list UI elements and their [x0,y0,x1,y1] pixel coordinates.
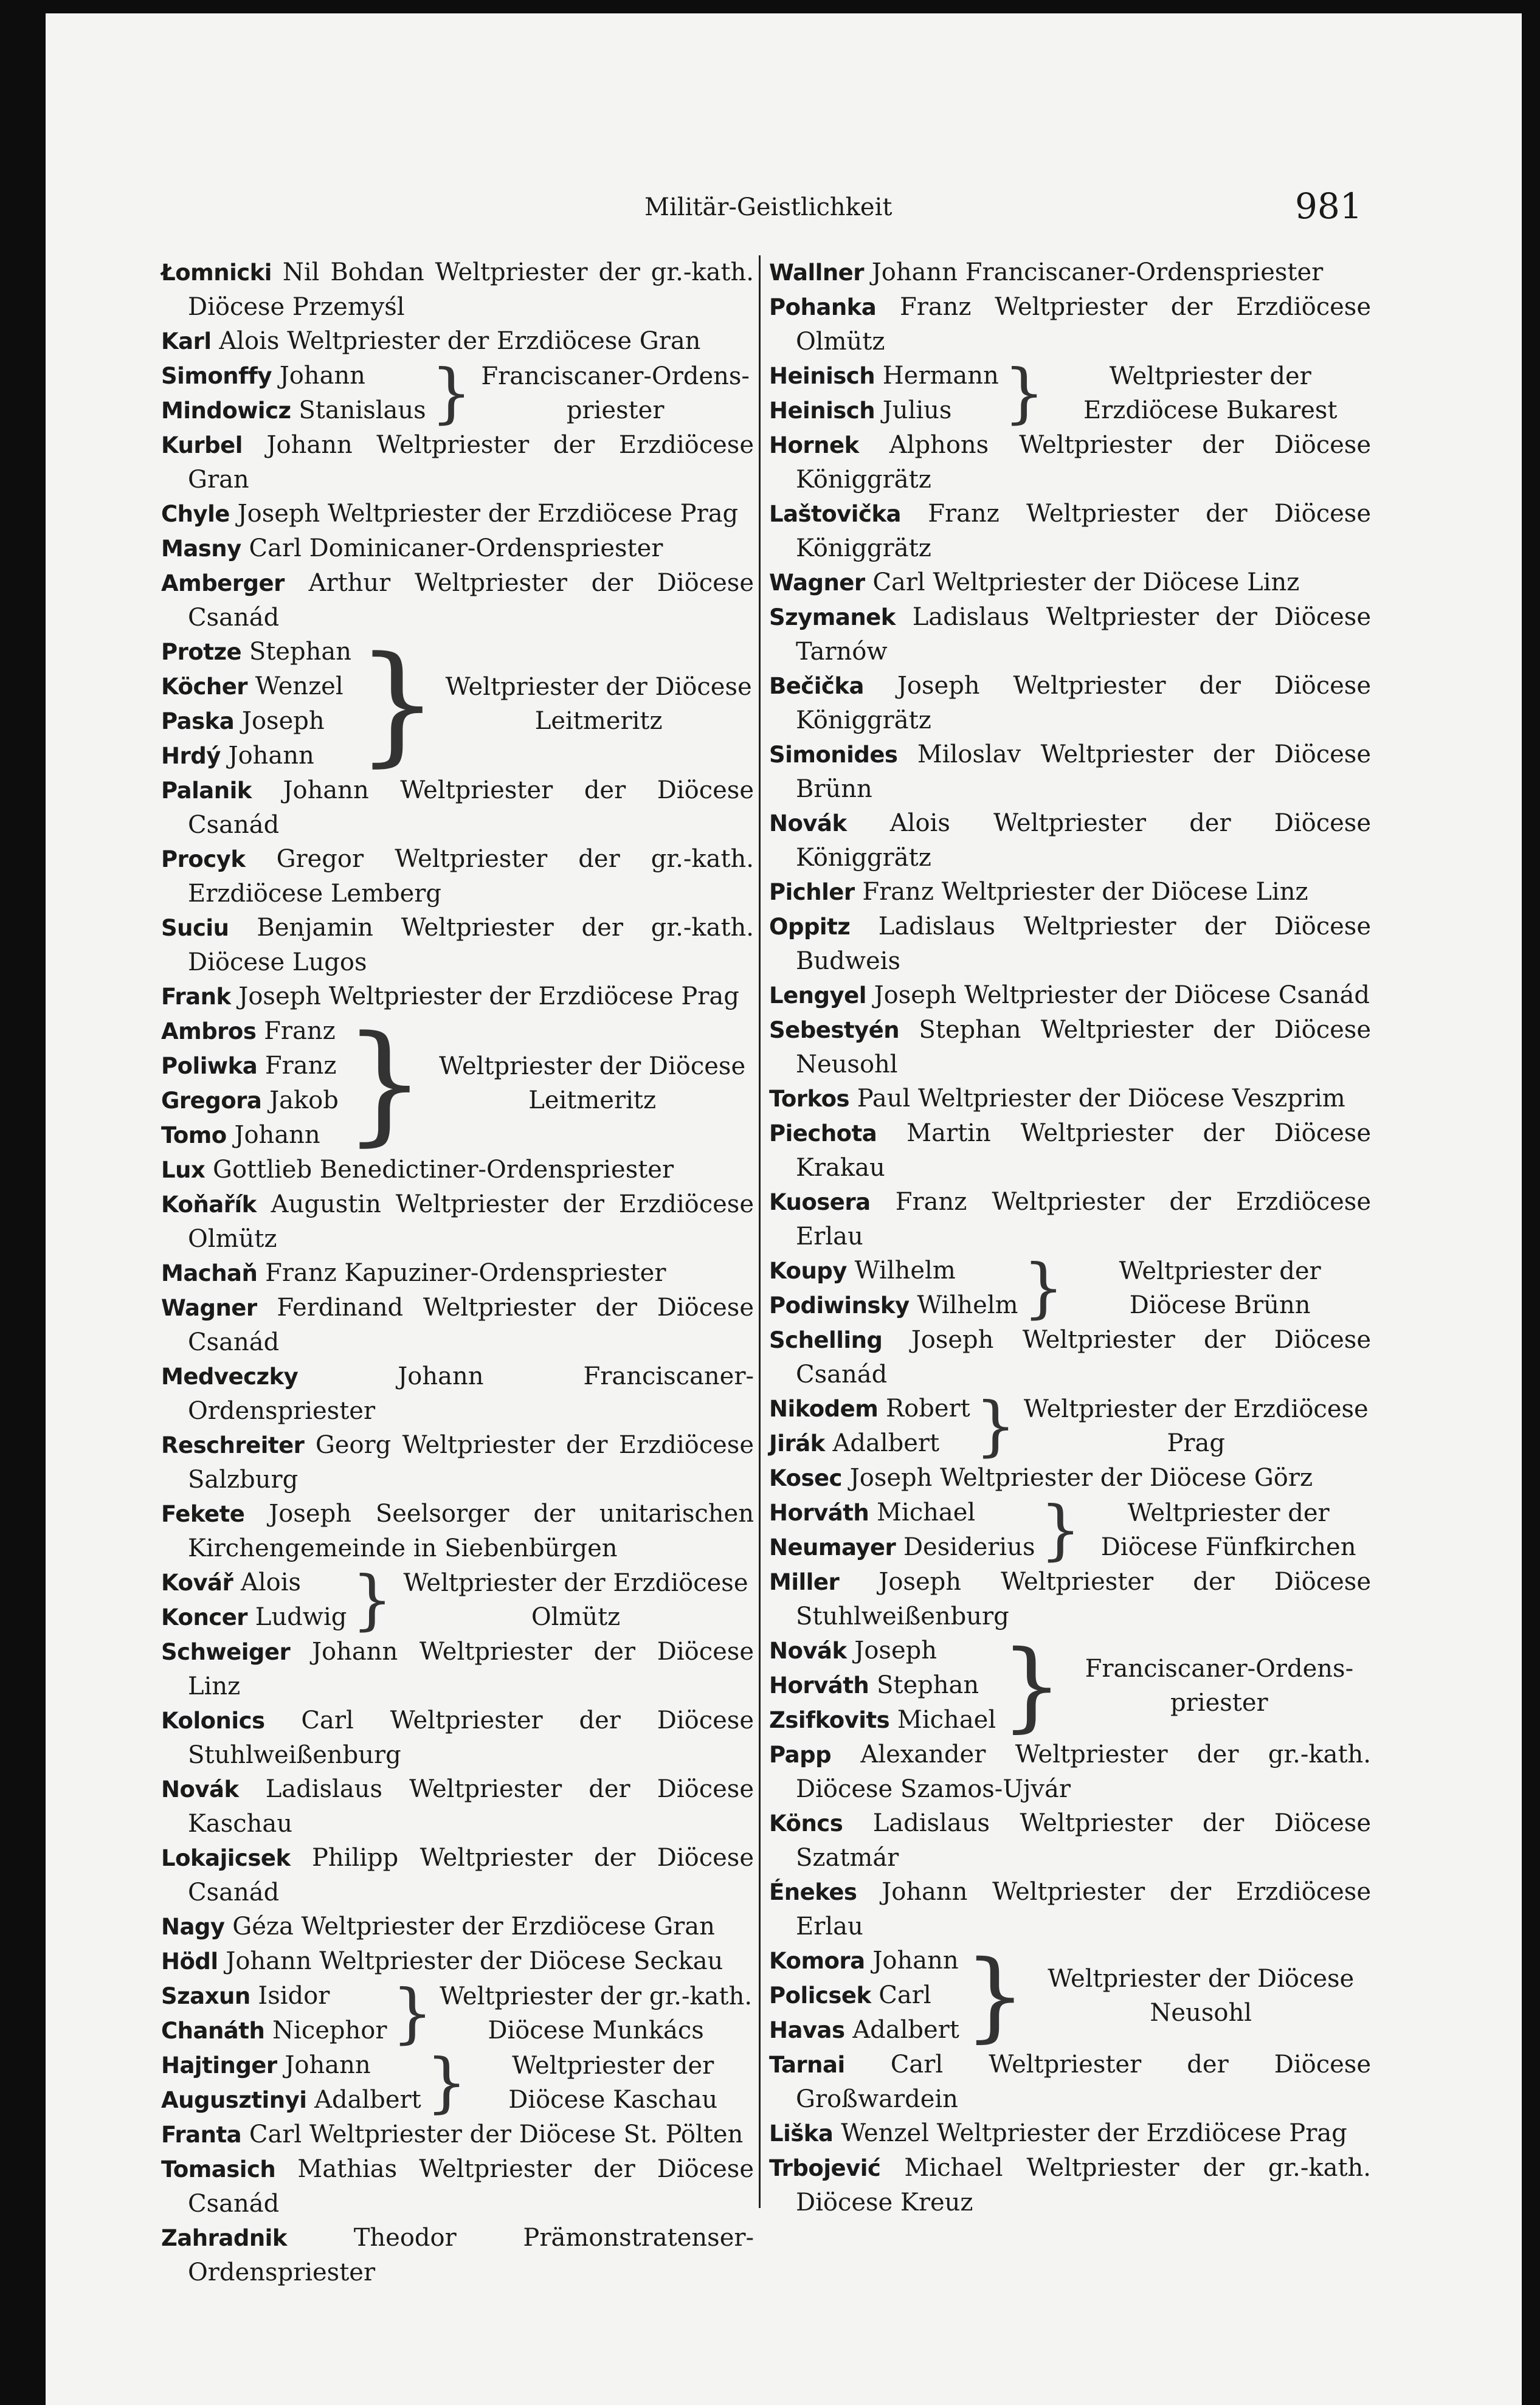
directory-entry [161,1910,754,1944]
directory-entry [161,1291,754,1359]
entry-text: Gregor Weltpriester der gr.-kath. Erzdiöcese Lemberg [188,845,754,908]
entry-text: Franz Weltpriester der Diöcese Linz [862,878,1308,906]
group-name-row [769,1668,996,1703]
entry-text: Johann Weltpriester der Diöcese Seckau [226,1947,723,1975]
surname: Reschreiter [161,1432,305,1458]
page-number: 981 [1295,185,1362,227]
group-names [161,1979,387,2048]
bracket-group [161,1562,754,1638]
entry-text: Ladislaus Weltpriester der Diöcese Budweis [796,913,1371,975]
surname: Novák [769,810,847,837]
group-names [161,2048,421,2117]
directory-entry [769,1323,1371,1392]
entry-text: Joseph Weltpriester der Diöcese Königgrätz [796,672,1371,734]
given-name: Wilhelm [917,1291,1018,1319]
surname: Simonides [769,742,898,768]
surname: Koupy [769,1258,847,1284]
entry-text: Franz Weltpriester der Erzdiöcese Erlau [796,1188,1371,1251]
bracket-group [161,356,754,431]
brace-icon: } [1023,1251,1065,1326]
given-name: Wenzel [255,672,344,700]
surname: Jirák [769,1430,825,1457]
directory-entry [769,2048,1371,2116]
directory-entry [769,2116,1371,2151]
directory-entry [161,911,754,979]
surname: Medveczky [161,1364,299,1390]
bracket-group [769,1251,1371,1326]
bracket-group [161,2045,754,2120]
surname: Machaň [161,1260,258,1286]
entry-text: Carl Dominicaner-Ordenspriester [249,534,663,562]
entry-text: Joseph Weltpriester der Diöcese Csanád [874,981,1370,1009]
given-name: Johann [234,1121,320,1149]
surname: Heinisch [769,363,875,389]
directory-entry [769,978,1371,1013]
given-name: Michael [876,1499,976,1527]
surname: Poliwka [161,1053,258,1079]
surname: Chyle [161,501,230,527]
entry-text: Nil Bohdan Weltpriester der gr.-kath. Diöcese Przemyśl [188,258,754,321]
surname: Laštovička [769,501,901,527]
surname: Pichler [769,879,855,905]
surname: Bečička [769,673,864,699]
directory-entry [161,1359,754,1428]
surname: Torkos [769,1086,850,1112]
entry-text: Mathias Weltpriester der Diöcese Csanád [188,2155,754,2218]
brace-icon: } [1001,1629,1063,1742]
group-names [769,1254,1018,1323]
group-name-row [161,359,426,393]
group-names [161,1565,347,1635]
surname: Heinisch [769,398,875,424]
right-column [769,255,1371,2220]
entry-text: Martin Weltpriester der Diöcese Krakau [796,1119,1371,1182]
group-name-row [161,704,351,739]
entry-text: Carl Weltpriester der Diöcese Stuhlweißenburg [188,1706,754,1769]
directory-entry [161,2117,754,2152]
entry-text: Joseph Weltpriester der Erzdiöcese Prag [238,982,739,1010]
group-name-row [769,1530,1035,1565]
group-name-row [161,2013,387,2048]
bracket-group [161,1008,754,1159]
group-name-row [769,1634,996,1668]
brace-icon: } [975,1389,1017,1464]
surname: Paska [161,708,235,734]
group-name-row [161,1083,339,1118]
entry-text: Michael Weltpriester der gr.-kath. Diöcese Kreuz [796,2154,1371,2217]
surname: Liška [769,2120,834,2147]
brace-icon: } [343,1008,426,1159]
given-name: Alois [241,1568,302,1596]
entry-text: Johann Franciscaner-Ordenspriester [188,1362,754,1425]
surname: Hornek [769,432,859,458]
bracket-group [769,1939,1371,2052]
group-name-row [161,1118,339,1153]
given-name: Franz [264,1017,336,1045]
group-name-row [161,393,426,428]
surname: Koncer [161,1604,248,1630]
surname: Kovář [161,1570,233,1596]
surname: Zsifkovits [769,1707,890,1733]
surname: Lokajicsek [161,1845,291,1871]
brace-icon: } [356,629,439,779]
surname: Havas [769,2017,845,2043]
given-name: Ludwig [255,1603,347,1631]
entry-text: Carl Weltpriester der Diöcese Großwardein [796,2051,1371,2113]
surname: Simonffy [161,363,272,389]
directory-entry [161,1153,754,1187]
given-name: Adalbert [852,2016,959,2044]
entry-text: Ladislaus Weltpriester der Diöcese Szatmár [796,1809,1371,1872]
entry-text: Stephan Weltpriester der Diöcese Neusohl [796,1016,1371,1078]
given-name: Joseph [241,707,325,735]
directory-entry [161,255,754,324]
group-name-row [769,393,999,428]
group-name-row [769,1703,996,1737]
given-name: Robert [886,1395,970,1423]
directory-entry [769,290,1371,359]
entry-text: Alexander Weltpriester der gr.-kath. Diöcese Szamos-Ujvár [796,1741,1371,1803]
entry-text: Alphons Weltpriester der Diöcese Königgrätz [796,431,1371,494]
entry-text: Géza Weltpriester der Erzdiöcese Gran [232,1913,715,1941]
group-names [769,1392,970,1461]
directory-entry [769,1013,1371,1082]
group-names [161,1014,339,1153]
surname: Hrdý [161,743,221,769]
surname: Schelling [769,1327,883,1353]
directory-entry [769,1875,1371,1944]
entry-text: Wenzel Weltpriester der Erzdiöcese Prag [841,2119,1347,2147]
entry-text: Philipp Weltpriester der Diöcese Csanád [188,1844,754,1906]
left-column [161,255,754,2289]
directory-entry [769,600,1371,669]
surname: Oppitz [769,914,851,940]
directory-entry [769,1116,1371,1185]
surname: Palanik [161,778,252,804]
directory-entry [769,1185,1371,1254]
group-name-row [161,1600,347,1635]
given-name: Franz [264,1052,337,1080]
surname: Köncs [769,1810,843,1837]
surname: Protze [161,639,242,665]
surname: Fekete [161,1501,245,1527]
entry-text: Johann Weltpriester der Erzdiöcese Gran [188,431,754,494]
group-name-row [161,1979,387,2013]
surname: Wagner [161,1295,257,1321]
surname: Wagner [769,570,865,596]
surname: Tomo [161,1122,227,1148]
group-name-row [769,1978,959,2013]
surname: Schweiger [161,1639,291,1665]
group-text: Weltpriester der Diöcese Brünn [1119,1257,1321,1319]
directory-entry [161,2221,754,2289]
entry-text: Franz Kapuziner-Ordenspriester [265,1259,666,1287]
group-text: Weltpriester der Diöcese Kaschau [508,2052,718,2114]
surname: Pohanka [769,294,877,320]
column-divider [759,255,761,2208]
bracket-group [769,356,1371,431]
given-name: Stephan [876,1671,979,1699]
surname: Nagy [161,1914,225,1940]
group-text: Weltpriester der Diöcese Neusohl [1048,1964,1355,2027]
surname: Szaxun [161,1983,250,2009]
directory-entry [161,531,754,566]
group-name-row [161,635,351,669]
surname: Masny [161,536,241,562]
directory-entry [769,737,1371,806]
group-text: Weltpriester der Erzdiöcese Olmütz [403,1569,748,1631]
entry-text: Joseph Seelsorger der unitarischen Kirchengemeinde in Siebenbürgen [188,1500,754,1562]
surname: Kurbel [161,432,243,458]
directory-entry [769,428,1371,497]
group-name-row [161,1049,339,1083]
scan-border-right [1522,0,1540,2405]
surname: Neumayer [769,1534,896,1561]
directory-entry [769,1737,1371,1806]
scan-border-top [0,0,1540,13]
entry-text: Carl Weltpriester der Diöcese St. Pölten [249,2120,744,2148]
entry-text: Theodor Prämonstratenser-Ordenspriester [188,2224,754,2286]
surname: Tarnai [769,2052,845,2078]
entry-text: Georg Weltpriester der Erzdiöcese Salzburg [188,1431,754,1494]
directory-entry [769,497,1371,565]
directory-entry [161,1256,754,1291]
entry-text: Benjamin Weltpriester der gr.-kath. Diöcese Lugos [188,914,754,976]
given-name: Johann [285,2051,371,2079]
surname: Komora [769,1948,865,1974]
directory-entry [769,1461,1371,1496]
group-name-row [161,669,351,704]
entry-text: Joseph Weltpriester der Diöcese Stuhlweißenburg [796,1568,1371,1630]
surname: Kuosera [769,1189,871,1215]
entry-text: Johann Weltpriester der Erzdiöcese Erlau [796,1878,1372,1941]
group-names [769,1944,959,2048]
entry-text: Johann Weltpriester der Diöcese Linz [188,1638,754,1700]
group-name-row [161,1014,339,1049]
directory-entry [769,806,1371,875]
group-name-row [769,1392,970,1426]
group-names [769,1496,1035,1565]
group-names [769,1634,996,1737]
given-name: Nicephor [272,2017,387,2044]
group-name-row [769,1254,1018,1288]
group-name-row [769,1496,1035,1530]
surname: Mindowicz [161,398,291,424]
directory-entry [161,1772,754,1841]
directory-entry [161,842,754,911]
entry-text: Ferdinand Weltpriester der Diöcese Csanád [188,1294,754,1356]
surname: Suciu [161,915,229,941]
group-names [769,359,999,428]
surname: Koňařík [161,1192,257,1218]
running-head: Militär-Geistlichkeit [644,193,893,221]
directory-entry [769,875,1371,909]
entry-text: Ladislaus Weltpriester der Diöcese Kaschau [188,1775,754,1838]
given-name: Michael [897,1706,996,1734]
directory-entry [161,1944,754,1979]
entry-text: Miloslav Weltpriester der Diöcese Brünn [796,740,1371,803]
directory-entry [161,1497,754,1565]
directory-entry [161,1841,754,1910]
surname: Horváth [769,1672,869,1699]
given-name: Hermann [882,362,999,390]
surname: Lux [161,1157,205,1183]
group-text: Weltpriester der Erzdiöcese Prag [1023,1395,1369,1457]
surname: Köcher [161,674,248,700]
bracket-group [161,629,754,779]
group-name-row [769,1944,959,1978]
group-name-row [769,359,999,393]
directory-entry [161,566,754,635]
brace-icon: } [1040,1492,1082,1568]
group-name-row [161,739,351,773]
given-name: Johann [279,362,365,390]
surname: Policsek [769,1982,871,2009]
entry-text: Joseph Weltpriester der Erzdiöcese Prag [237,500,739,528]
entry-text: Carl Weltpriester der Diöcese Linz [872,568,1300,596]
surname: Frank [161,984,231,1010]
directory-entry [161,979,754,1014]
directory-entry [769,1082,1371,1116]
surname: Zahradnik [161,2225,287,2251]
given-name: Johann [228,742,314,770]
directory-entry [769,909,1371,978]
surname: Tomasich [161,2156,276,2182]
given-name: Johann [872,1947,959,1975]
group-text: Weltpriester der Diöcese Leitmeritz [439,1052,746,1114]
group-text: Franciscaner-Ordens-priester [1085,1654,1354,1717]
surname: Szymanek [769,604,896,630]
entry-text: Franz Weltpriester der Diöcese Königgrätz [796,500,1371,562]
entry-text: Franz Weltpriester der Erzdiöcese Olmütz [796,293,1371,356]
surname: Amberger [161,570,285,596]
directory-entry [161,1703,754,1772]
given-name: Jakob [269,1086,339,1114]
surname: Hödl [161,1948,218,1975]
surname: Łomnicki [161,260,272,286]
surname: Karl [161,328,212,354]
surname: Horváth [769,1500,869,1526]
group-name-row [769,1426,970,1461]
entry-text: Paul Weltpriester der Diöcese Veszprim [857,1085,1345,1113]
group-name-row [161,2083,421,2117]
directory-entry [161,497,754,531]
directory-entry [769,1565,1371,1634]
directory-entry [769,669,1371,737]
given-name: Adalbert [832,1429,940,1457]
directory-entry [769,565,1371,600]
directory-entry [161,1635,754,1703]
bracket-group [769,1629,1371,1742]
bracket-group [769,1389,1371,1464]
given-name: Wilhelm [854,1257,956,1285]
surname: Énekes [769,1879,857,1905]
given-name: Isidor [258,1982,330,2010]
surname: Trbojević [769,2155,881,2181]
scan-border-left [0,0,46,2405]
directory-entry [161,1428,754,1497]
entry-text: Johann Weltpriester der Diöcese Csanád [188,776,754,839]
group-names [161,635,351,773]
surname: Novák [769,1638,847,1664]
entry-text: Gottlieb Benedictiner-Ordenspriester [213,1156,674,1184]
surname: Augusztinyi [161,2087,307,2113]
entry-text: Arthur Weltpriester der Diöcese Csanád [188,569,754,632]
surname: Wallner [769,260,865,286]
group-name-row [769,1288,1018,1323]
group-name-row [161,2048,421,2083]
surname: Miller [769,1569,840,1595]
surname: Podiwinsky [769,1292,910,1319]
surname: Ambros [161,1018,257,1044]
group-name-row [161,1565,347,1600]
group-text: Franciscaner-Ordens-priester [481,362,750,424]
brace-icon: } [1003,356,1045,431]
surname: Piechota [769,1120,877,1147]
entry-text: Alois Weltpriester der Diöcese Königgrätz [796,809,1371,872]
surname: Lengyel [769,982,866,1009]
surname: Nikodem [769,1396,879,1422]
brace-icon: } [430,356,472,431]
directory-entry [161,324,754,359]
surname: Novák [161,1776,239,1803]
group-text: Weltpriester der Erzdiöcese Bukarest [1083,362,1338,424]
entry-text: Alois Weltpriester der Erzdiöcese Gran [219,327,701,355]
given-name: Desiderius [903,1533,1035,1561]
entry-text: Augustin Weltpriester der Erzdiöcese Olmütz [188,1190,754,1253]
brace-icon: } [426,2045,468,2120]
surname: Kosec [769,1465,842,1491]
entry-text: Joseph Weltpriester der Diöcese Csanád [796,1326,1372,1389]
brace-icon: } [392,1976,433,2051]
bracket-group [161,1976,754,2051]
directory-entry [161,428,754,497]
group-names [161,359,426,428]
surname: Sebestyén [769,1017,900,1043]
surname: Papp [769,1742,832,1768]
entry-text: Joseph Weltpriester der Diöcese Görz [849,1464,1313,1492]
directory-entry [769,255,1371,290]
directory-entry [769,1806,1371,1875]
given-name: Stephan [249,638,351,666]
surname: Chanáth [161,2018,265,2044]
entry-text: Ladislaus Weltpriester der Diöcese Tarnów [796,603,1371,666]
group-name-row [769,2013,959,2048]
group-text: Weltpriester der Diöcese Fünfkirchen [1100,1499,1356,1561]
directory-entry [161,2152,754,2221]
group-text: Weltpriester der gr.-kath. Diöcese Munkács [440,1982,753,2044]
group-text: Weltpriester der Diöcese Leitmeritz [445,673,752,735]
brace-icon: } [351,1562,393,1638]
surname: Hajtinger [161,2052,277,2079]
given-name: Joseph [854,1637,937,1665]
given-name: Carl [879,1981,931,2009]
surname: Procyk [161,846,246,872]
surname: Franta [161,2122,242,2148]
directory-entry [161,1187,754,1256]
given-name: Stanislaus [299,396,426,424]
bracket-group [769,1492,1371,1568]
surname: Gregora [161,1088,262,1114]
surname: Kolonics [161,1708,265,1734]
entry-text: Johann Franciscaner-Ordenspriester [871,258,1324,286]
directory-entry [769,2151,1371,2220]
given-name: Julius [882,396,952,424]
directory-entry [161,773,754,842]
given-name: Adalbert [314,2086,421,2114]
brace-icon: } [964,1939,1026,2052]
